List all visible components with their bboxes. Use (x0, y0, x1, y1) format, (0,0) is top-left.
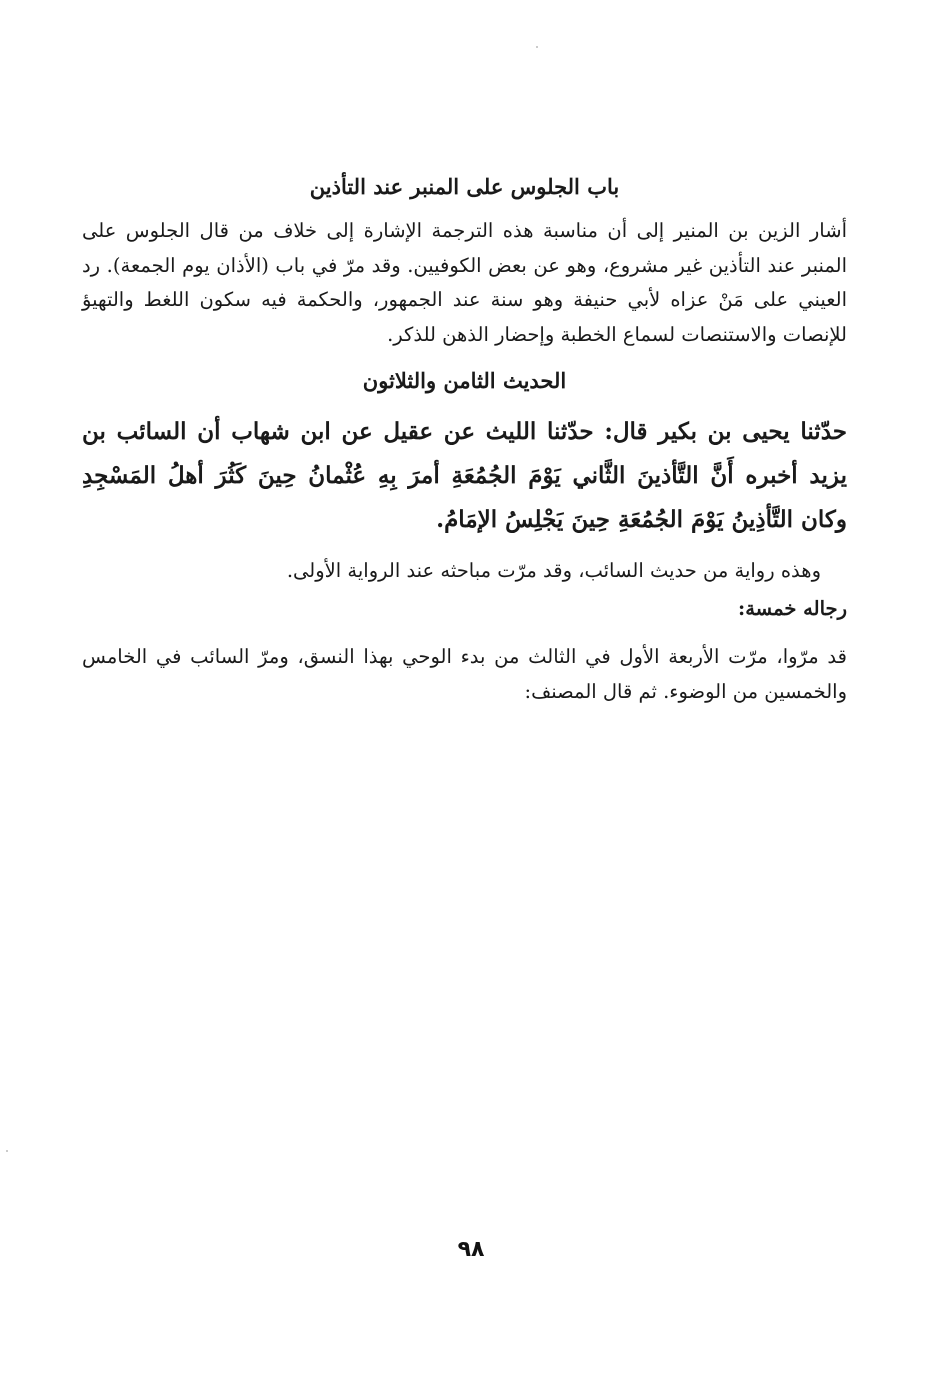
page-number: ٩٨ (457, 1237, 485, 1262)
hadith-text: حدّثنا يحيى بن بكير قال: حدّثنا الليث عن عقيل عن ابن شهاب أن السائب بن يزيد أخبره أَنَّ التَّأذينَ الثَّاني يَوْمَ الجُمُعَةِ أمرَ بِهِ عُثْمانُ حِينَ كَثُرَ أهلُ المَسْجِدِ وكان التَّأذِينُ يَوْمَ الجُمُعَةِ حِينَ يَجْلِسُ الإمَامُ. (82, 418, 847, 533)
section-title: باب الجلوس على المنبر عند التأذين (309, 174, 620, 199)
page-body (82, 160, 847, 709)
intro-paragraph: أشار الزين بن المنير إلى أن مناسبة هذه الترجمة الإشارة إلى خلاف من قال الجلوس على المنبر عند التأذين غير مشروع، وهو عن بعض الكوفيين. وقد مرّ في باب (الأذان يوم الجمعة). رد العيني على مَنْ عزاه لأبي حنيفة وهو سنة عند الجمهور، والحكمة فيه سكون اللغط والتهيؤ للإنصات والاستنصات لسماع الخطبة وإحضار الذهن للذكر. (82, 219, 847, 346)
scan-speck (536, 46, 538, 48)
scan-speck (6, 1150, 8, 1152)
narrators-heading: رجاله خمسة: (738, 597, 847, 620)
hadith-title: الحديث الثامن والثلاثون (362, 368, 567, 393)
narration-note: وهذه رواية من حديث السائب، وقد مرّت مباحثه عند الرواية الأولى. (286, 559, 821, 582)
narrators-paragraph: قد مرّوا، مرّت الأربعة الأول في الثالث من بدء الوحي بهذا النسق، ومرّ السائب في الخامس والخمسين من الوضوء. ثم قال المصنف: (82, 645, 847, 703)
